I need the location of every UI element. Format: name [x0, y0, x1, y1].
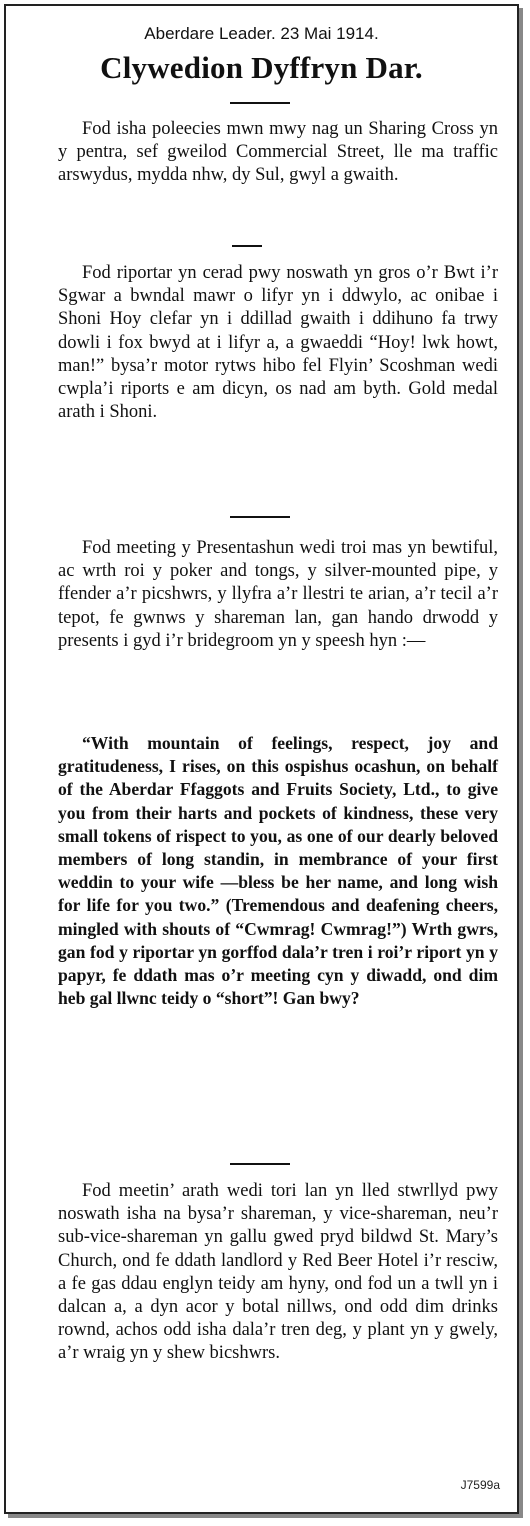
dash-divider: [232, 245, 262, 247]
rule-divider: [230, 516, 290, 518]
rule-divider: [230, 102, 290, 104]
reference-code: J7599a: [460, 1478, 500, 1492]
headline: Clywedion Dyffryn Dar.: [100, 50, 423, 85]
paragraph-1: Fod isha poleecies mwn mwy nag un Sharing Cross yn y pentra, sef gweilod Commercial Street, lle ma traffic arswydus, mydda nhw, dy Sul, gwyl a gwaith.: [58, 119, 498, 186]
paragraph-3: Fod meeting y Presentashun wedi troi mas yn bewtiful, ac wrth roi y poker and tongs, y silver-mounted pipe, y ffender a’r picshwrs, y llyfra a’r llestri te arian, a’r tecil a’r tepot, fe gwnws y shareman lan, gan hando drwodd y presents i gyd i’r bridegroom yn y speesh hyn :—: [58, 538, 498, 651]
rule-divider: [230, 1163, 290, 1165]
source-line: Aberdare Leader. 23 Mai 1914.: [144, 24, 379, 43]
paragraph-2: Fod riportar yn cerad pwy noswath yn gros o’r Bwt i’r Sgwar a bwndal mawr o lifyr yn i ddwylo, ac onibae i Shoni Hoy clefar yn i ddillad gwaith i ddihuno fa trwy dowli i fox bwyd at i lifyr a, a gwaeddi “Hoy! lwk howt, man!” bysa’r motor rytws hibo fel Flyin’ Scoshman wedi cwpla’i riports e am dicyn, os nad am byth. Gold medal arath i Shoni.: [58, 263, 498, 423]
paragraph-4-speech: “With mountain of feelings, respect, joy and gratitudeness, I rises, on this ospishus ocashun, on behalf of the Aberdar Ffaggots and Fruits Society, Ltd., to give you from their harts and pockets of kindness, these very small tokens of rispect to you, as one of our dearly beloved members of long standin, in membrance of your first weddin to your wife —bless be her name, and long wish for life for you two.” (Tremendous and deafening cheers, mingled with shouts of “Cwmrag! Cwmrag!”) Wrth gwrs, gan fod y riportar yn gorffod dala’r tren i roi’r riport yn y papyr, fe ddath mas o’r meeting cyn y diwadd, ond dim heb gal llwnc teidy o “short”! Gan bwy?: [58, 733, 498, 1009]
paragraph-5: Fod meetin’ arath wedi tori lan yn lled stwrllyd pwy noswath isha na bysa’r shareman, y vice-shareman, neu’r sub-vice-shareman yn gallu gwed pryd bildwd St. Mary’s Church, ond fe ddath landlord y Red Beer Hotel i’r resciw, a fe gas ddau englyn teidy am hyny, ond fod un a twll yn i dalcan a, a dyn acor y botal nillws, ond odd dim drinks rownd, achos odd isha dala’r tren deg, y plant yn y gwely, a’r wraig yn y shew bicshwrs.: [58, 1181, 498, 1364]
